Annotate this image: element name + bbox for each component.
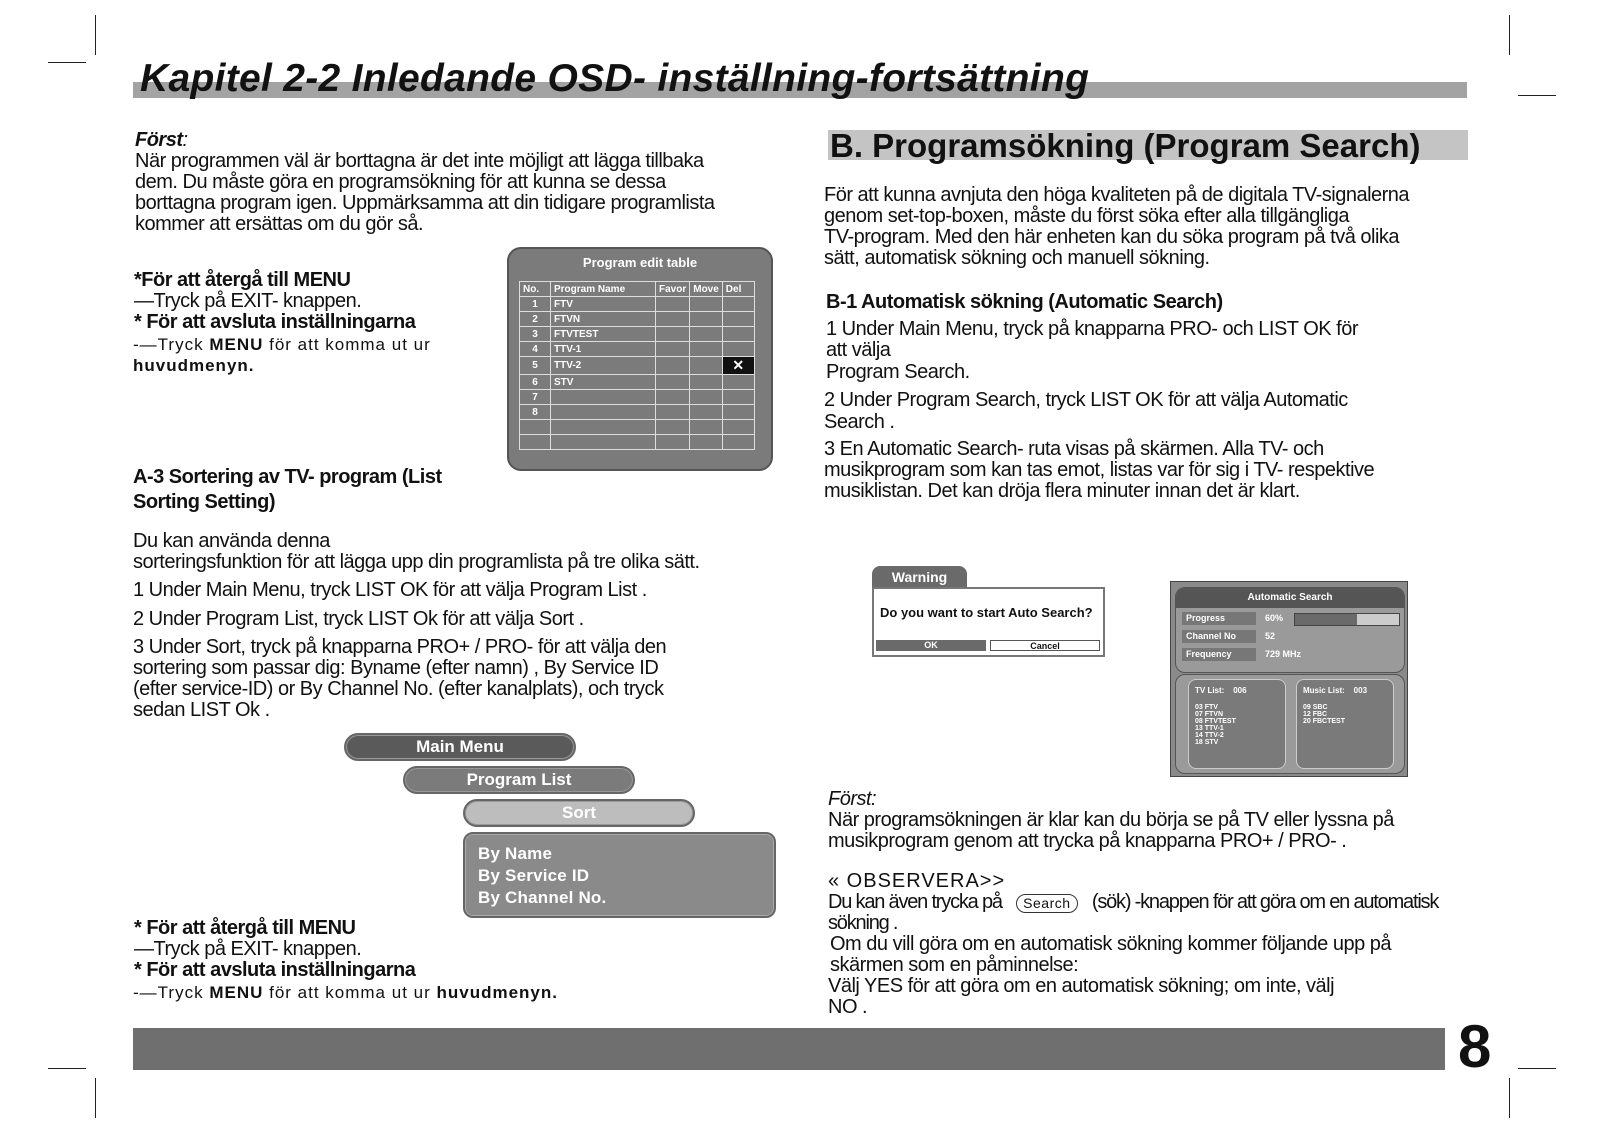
warning-dialog (872, 587, 1105, 657)
list-item: 20 FBCTEST (1303, 718, 1346, 725)
music-list: Music List: 003 09 SBC 12 FBC 20 FBCTEST (1296, 679, 1394, 769)
forst-right-line: musikprogram genom att trycka på knapparna PRO+ / PRO- . (828, 830, 1347, 852)
return-menu-text: —Tryck på EXIT- knappen. (134, 290, 362, 312)
program-list-pill[interactable]: Program List (403, 766, 635, 794)
exit-settings-text-2: -—Tryck MENU för att komma ut ur huvudmenyn. (133, 983, 558, 1002)
step-2: 2 Under Program List, tryck LIST Ok för att välja Sort . (133, 608, 584, 630)
crop-mark (48, 1068, 86, 1069)
program-edit-table-title: Program edit table (582, 255, 698, 270)
list-item: 18 STV (1195, 739, 1219, 746)
tv-list: TV List: 006 03 FTV 07 FTVN 08 FTVTEST 13 TTV-1 14 TTV-2 18 STV (1188, 679, 1286, 769)
ok-button[interactable]: OK (876, 640, 986, 651)
table-row[interactable]: 2 FTVN (520, 312, 755, 327)
step-1: 1 Under Main Menu, tryck LIST OK för att välja Program List . (133, 579, 647, 601)
progress-label: Progress (1182, 612, 1256, 625)
sort-option-by-service-id[interactable]: By Service ID (478, 866, 590, 885)
exit-settings-text: -—Tryck MENU för att komma ut ur (133, 335, 431, 354)
observera-line: Du kan även trycka på Search (sök) -knappen för att göra om en automatisk (828, 891, 1439, 913)
footer-bar (133, 1028, 1445, 1070)
observera-line: sökning . (828, 912, 898, 934)
exit-settings-heading-2: * För att avsluta inställningarna (134, 959, 416, 981)
sort-option-by-name[interactable]: By Name (478, 844, 553, 863)
list-item: 08 FTVTEST (1195, 718, 1236, 725)
observera-line: skärmen som en påminnelse: (830, 954, 1079, 976)
observera-line: Om du vill göra om en automatisk sökning kommer följande upp på (830, 933, 1392, 955)
automatic-search-panel (1170, 581, 1408, 777)
table-row[interactable]: 1 FTV (520, 297, 755, 312)
program-table (519, 281, 755, 450)
list-item: 07 FTVN (1195, 711, 1224, 718)
page-number: 8 (1458, 1013, 1492, 1080)
forst-label: Först: (135, 129, 188, 151)
frequency-value: 729 MHz (1265, 649, 1302, 659)
frequency-label: Frequency (1182, 648, 1256, 661)
intro-line: sorteringsfunktion för att lägga upp din programlista på tre olika sätt. (133, 551, 700, 573)
table-row[interactable]: 4 TTV-1 (520, 342, 755, 357)
progress-bar (1294, 613, 1400, 626)
progress-bar-fill (1295, 614, 1357, 625)
automatic-search-title: Automatic Search (1176, 588, 1404, 608)
section-b1-title: B-1 Automatisk sökning (Automatic Search) (826, 291, 1223, 313)
crop-mark (1518, 95, 1556, 96)
table-row[interactable]: 6 STV (520, 375, 755, 390)
intro-line: Du kan använda denna (133, 530, 330, 552)
forst-label-right: Först: (828, 788, 877, 810)
table-row[interactable]: 5 TTV-2 ✕ (520, 357, 755, 375)
table-row[interactable]: 3 FTVTEST (520, 327, 755, 342)
warning-tab: Warning (872, 566, 967, 588)
exit-settings-main: huvudmenyn. (133, 356, 255, 375)
table-row[interactable]: 8 (520, 405, 755, 420)
crop-mark (95, 1078, 96, 1118)
main-menu-pill[interactable]: Main Menu (344, 733, 576, 761)
section-b-title: B. Programsökning (Program Search) (830, 127, 1421, 164)
channel-no-label: Channel No (1182, 630, 1256, 643)
page-title: Kapitel 2-2 Inledande OSD- inställning-fortsättning (140, 57, 1090, 100)
progress-value: 60% (1265, 613, 1284, 623)
crop-mark (48, 62, 86, 63)
sort-pill[interactable]: Sort (463, 799, 695, 827)
list-item: 09 SBC (1303, 704, 1328, 711)
program-edit-table (507, 247, 773, 471)
sort-option-by-channel-no[interactable]: By Channel No. (478, 888, 607, 907)
delete-x-icon[interactable]: ✕ (722, 357, 754, 375)
table-row[interactable]: 7 (520, 390, 755, 405)
list-item: 12 FBC (1303, 711, 1328, 718)
channel-no-value: 52 (1265, 631, 1276, 641)
crop-mark (95, 15, 96, 55)
section-a3-title: A-3 Sortering av TV- program (List Sorting Setting) (133, 466, 442, 513)
observera-line: NO . (828, 996, 868, 1018)
crop-mark (1518, 1068, 1556, 1069)
crop-mark (1509, 15, 1510, 55)
list-item: 03 FTV (1195, 704, 1218, 711)
search-button-icon: Search (1016, 894, 1077, 913)
list-item: 13 TTV-1 (1195, 725, 1224, 732)
list-item: 14 TTV-2 (1195, 732, 1224, 739)
cancel-button[interactable]: Cancel (990, 640, 1100, 651)
crop-mark (1509, 1078, 1510, 1118)
table-row[interactable] (520, 435, 755, 450)
table-row[interactable] (520, 420, 755, 435)
exit-settings-heading: * För att avsluta inställningarna (134, 311, 416, 333)
return-menu-heading: *För att återgå till MENU (134, 269, 351, 291)
return-menu-heading-2: * För att återgå till MENU (134, 917, 356, 939)
forst-right-line: När programsökningen är klar kan du börja se på TV eller lyssna på (828, 809, 1394, 831)
observera-line: Välj YES för att göra om en automatisk sökning; om inte, välj (828, 975, 1335, 997)
warning-question: Do you want to start Auto Search? (880, 605, 1093, 620)
observera-label: « OBSERVERA>> (828, 870, 1006, 892)
return-menu-text-2: —Tryck på EXIT- knappen. (134, 938, 362, 960)
table-header-row: No. Program Name Favor Move Del (520, 282, 755, 297)
